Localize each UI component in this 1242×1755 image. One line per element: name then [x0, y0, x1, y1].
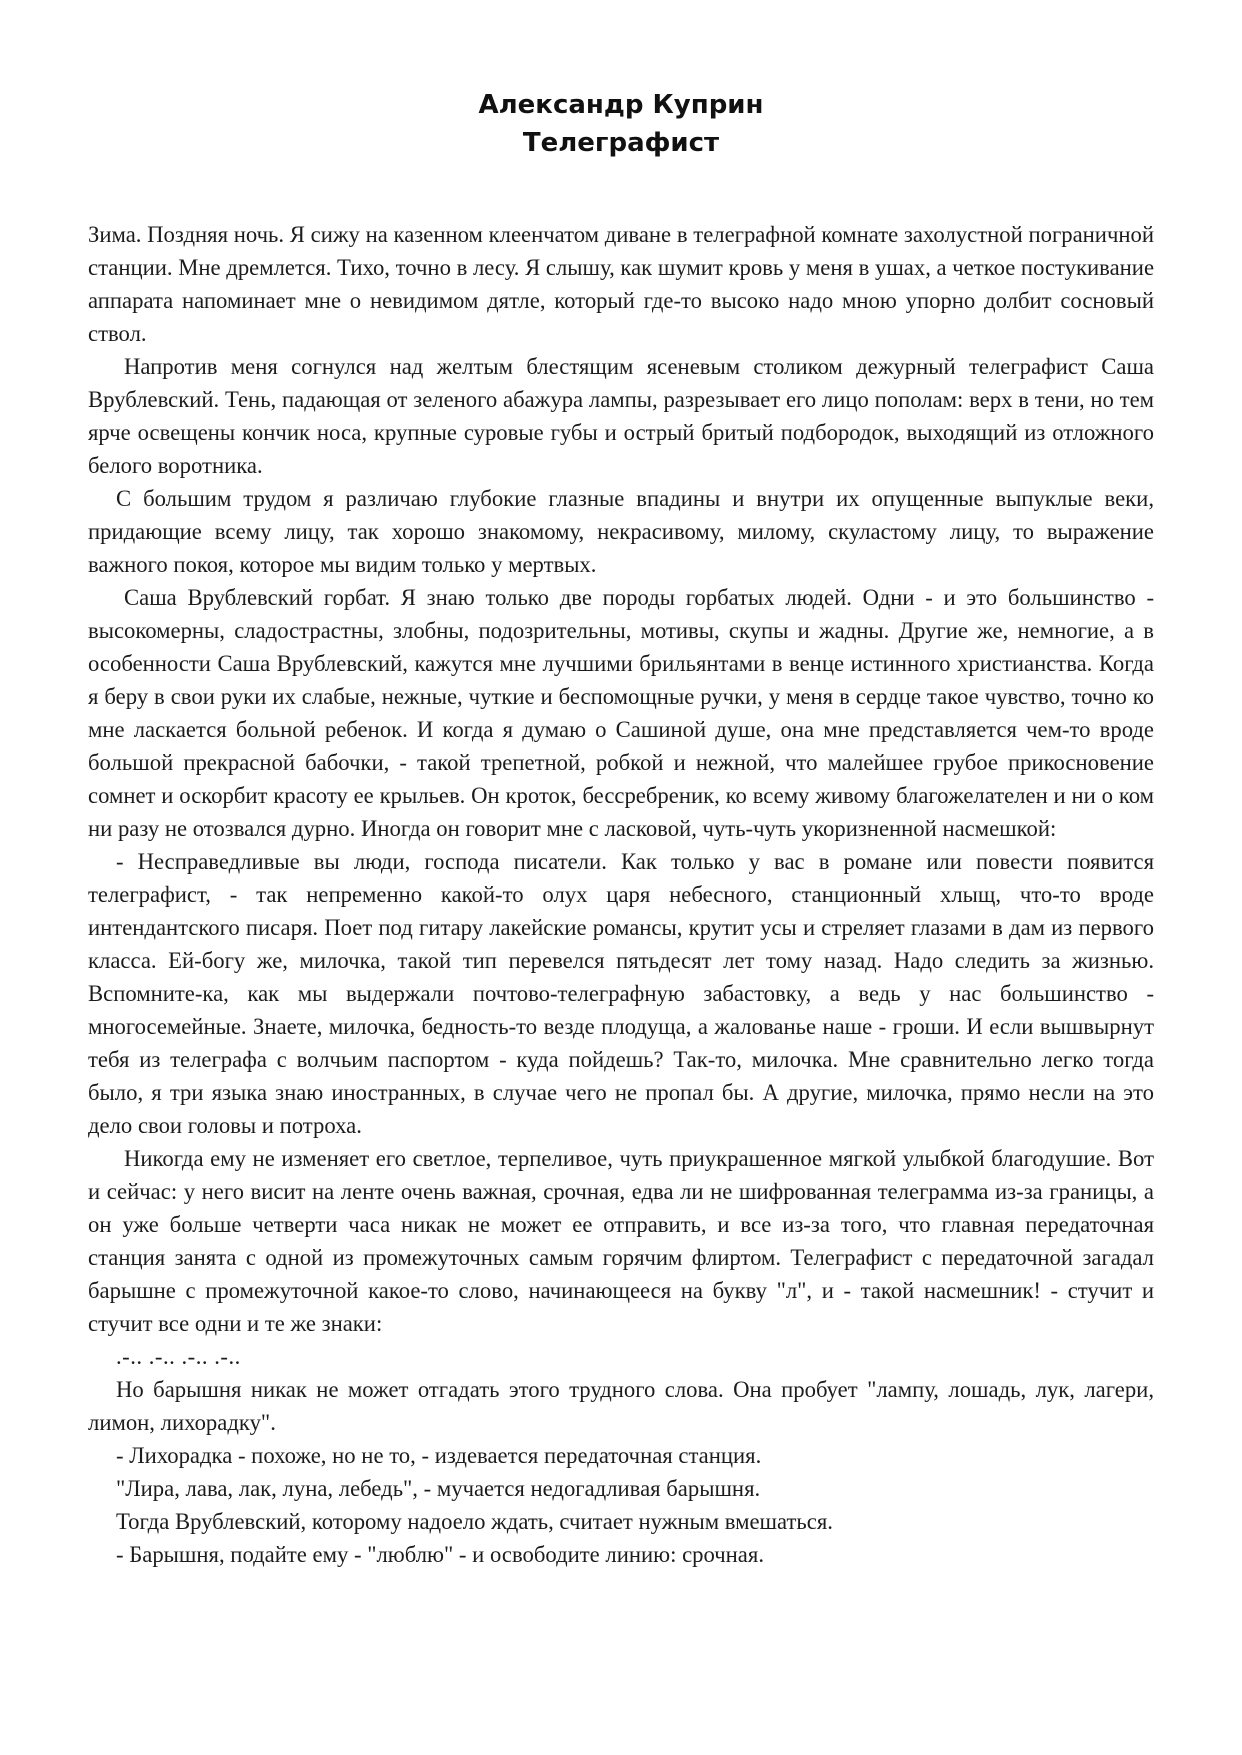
paragraph: Тогда Врублевский, которому надоело ждать, считает нужным вмешаться.	[116, 1509, 833, 1534]
paragraph: - Барышня, подайте ему - "люблю" - и освободите линию: срочная.	[116, 1542, 764, 1567]
paragraph: Саша Врублевский горбат. Я знаю только две породы горбатых людей. Одни - и это большинство - высокомерны, сладострастны, злобны, подозрительны, мотивы, скупы и жадны. Другие же, немногие, а в особенности Саша Врублевский, кажутся мне лучшими брильянтами в венце истинного христианства. Когда я беру в свои руки их слабые, нежные, чуткие и беспомощные ручки, у меня в сердце такое чувство, точно ко мне ласкается больной ребенок. И когда я думаю о Сашиной душе, она мне представляется чем-то вроде большой прекрасной бабочки, - такой трепетной, робкой и нежной, что малейшее грубое прикосновение сомнет и оскорбит красоту ее крыльев. Он кроток, бессребреник, ко всему живому благожелателен и ни о ком ни разу не отозвался дурно. Иногда он говорит мне с ласковой, чуть-чуть укоризненной насмешкой:	[88, 585, 1154, 841]
paragraph: Напротив меня согнулся над желтым блестящим ясеневым столиком дежурный телеграфист Саша Врублевский. Тень, падающая от зеленого абажура лампы, разрезывает его лицо пополам: верх в тени, но тем ярче освещены кончик носа, крупные суровые губы и острый бритый подбородок, выходящий из отложного белого воротника.	[88, 354, 1154, 478]
paragraph: Никогда ему не изменяет его светлое, терпеливое, чуть приукрашенное мягкой улыбкой благодушие. Вот и сейчас: у него висит на ленте очень важная, срочная, едва ли не шифрованная телеграмма из-за границы, а он уже больше четверти часа никак не может ее отправить, и все из-за того, что главная передаточная станция занята с одной из промежуточных самым горячим флиртом. Телеграфист с передаточной загадал барышне с промежуточной какое-то слово, начинающееся на букву "л", и - такой насмешник! - стучит и стучит все одни и те же знаки:	[88, 1146, 1154, 1336]
story-body	[88, 218, 1154, 1571]
paragraph: Зима. Поздняя ночь. Я сижу на казенном клеенчатом диване в телеграфной комнате захолустной пограничной станции. Мне дремлется. Тихо, точно в лесу. Я слышу, как шумит кровь у меня в ушах, а четкое постукивание аппарата напоминает мне о невидимом дятле, который где-то высоко надо мною упорно долбит сосновый ствол.	[88, 222, 1155, 346]
story-title: Телеграфист	[522, 128, 720, 158]
paragraph: С большим трудом я различаю глубокие глазные впадины и внутри их опущенные выпуклые веки, придающие всему лицу, так хорошо знакомому, некрасивому, милому, скуластому лицу, то выражение важного покоя, которое мы видим только у мертвых.	[88, 486, 1154, 577]
paragraph: - Несправедливые вы люди, господа писатели. Как только у вас в романе или повести появится телеграфист, - так непременно какой-то олух царя небесного, станционный хлыщ, что-то вроде интендантского писаря. Поет под гитару лакейские романсы, крутит усы и стреляет глазами в дам из первого класса. Ей-богу же, милочка, такой тип перевелся пятьдесят лет тому назад. Надо следить за жизнью. Вспомните-ка, как мы выдержали почтово-телеграфную забастовку, а ведь у нас большинство - многосемейные. Знаете, милочка, бедность-то везде плодуща, а жалованье наше - гроши. И если вышвырнут тебя из телеграфа с волчьим паспортом - куда пойдешь? Так-то, милочка. Мне сравнительно легко тогда было, я три языка знаю иностранных, в случае чего не пропал бы. А другие, милочка, прямо несли на это дело свои головы и потроха.	[88, 849, 1154, 1138]
paragraph: Но барышня никак не может отгадать этого трудного слова. Она пробует "лампу, лошадь, лук, лагери, лимон, лихорадку".	[88, 1377, 1154, 1435]
morse-code-line: .-.. .-.. .-.. .-..	[116, 1344, 241, 1369]
paragraph: "Лира, лава, лак, луна, лебедь", - мучается недогадливая барышня.	[116, 1476, 761, 1501]
paragraph: - Лихорадка - похоже, но не то, - издевается передаточная станция.	[116, 1443, 762, 1468]
document-header	[88, 86, 1154, 162]
author-name: Александр Куприн	[478, 90, 764, 120]
